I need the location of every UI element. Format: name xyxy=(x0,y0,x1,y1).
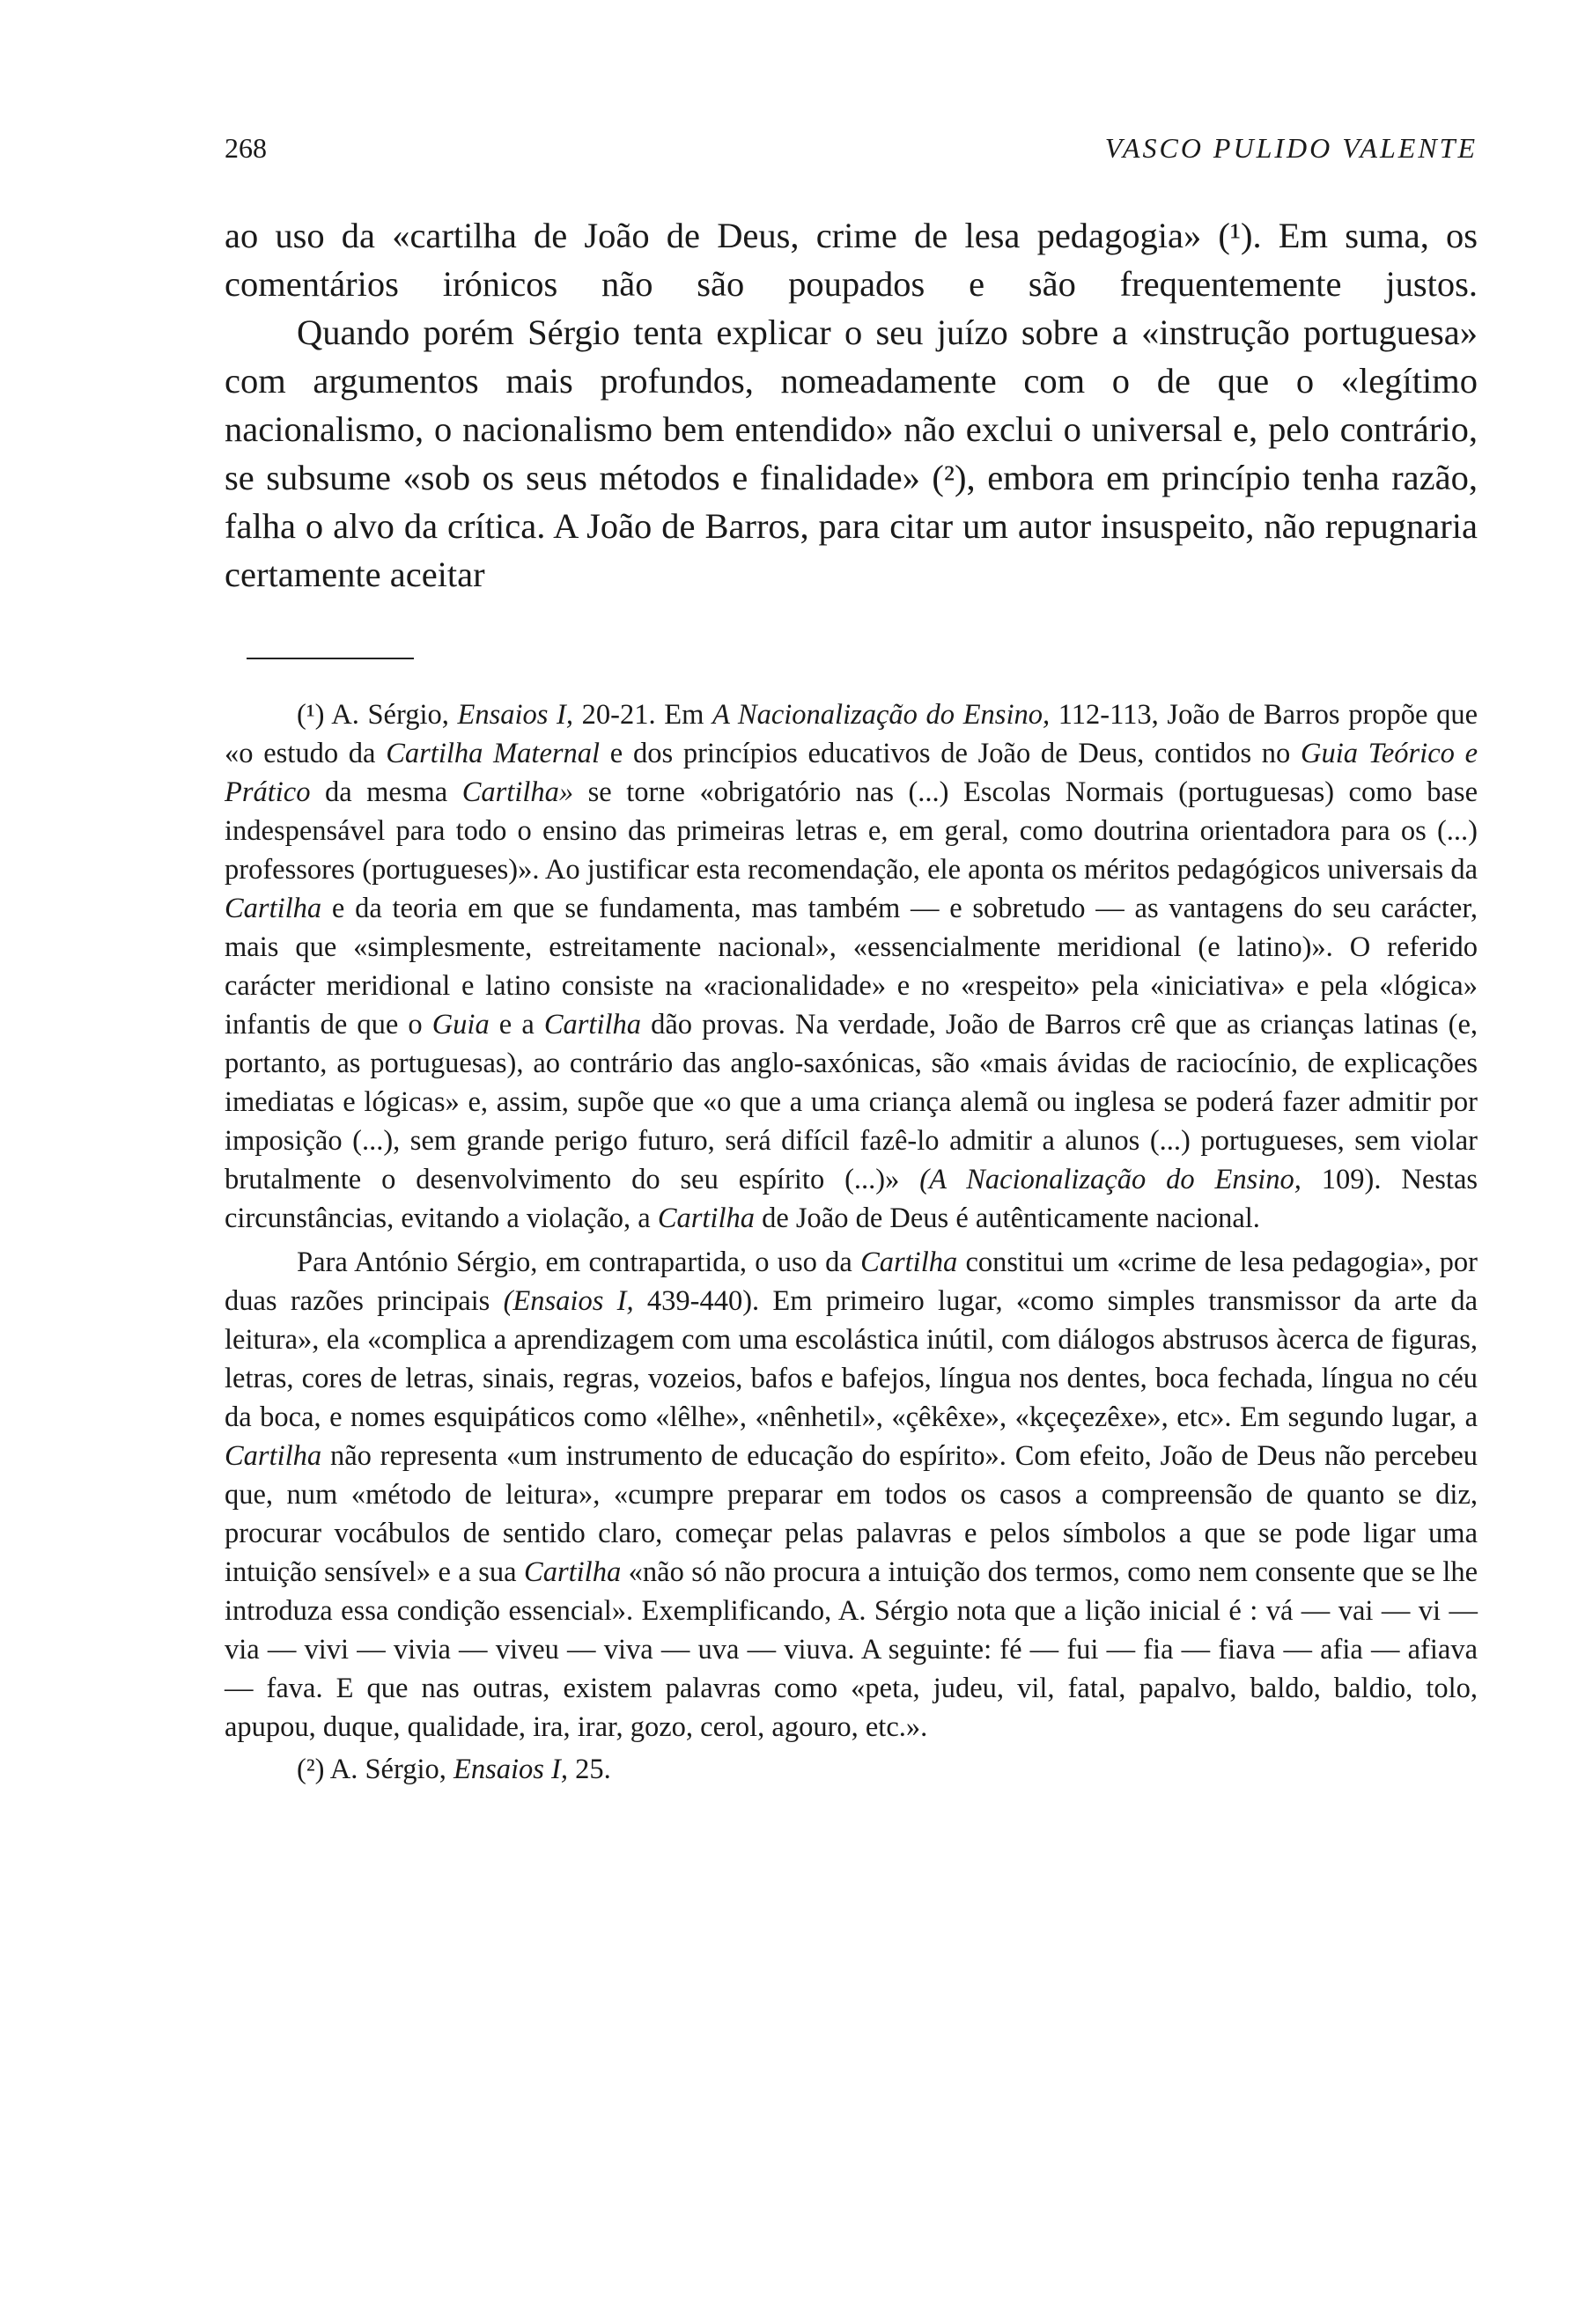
fn1-italic: Cartilha xyxy=(657,1202,755,1234)
fn2-italic: Ensaios I, xyxy=(453,1754,568,1785)
fn1b-italic: Cartilha xyxy=(524,1556,622,1588)
body-paragraph-2: Quando porém Sérgio tenta explicar o seu juízo sobre a «instrução portuguesa» com argumentos mais profundos, nomeadamente com o de que o «legítimo nacionalismo, o nacionalismo bem entendido» não exclui o universal e, pelo contrário, se subsume «sob os seus métodos e finalidade» (²), embora em princípio tenha razão, falha o alvo da crítica. A João de Barros, para citar um autor insuspeito, não repugnaria certamente aceitar xyxy=(225,313,1478,594)
footnote-1-marker: (¹) xyxy=(297,699,325,731)
fn1-text: se torne «obrigatório nas (...) Escolas Normais (portuguesas) como base indespensável para todo o ensino das primeiras letras e, em geral, como doutrina orientadora para os (...) professores (portugueses)». Ao justificar esta recomendação, ele aponta os méritos pedagógicos universais da xyxy=(225,776,1478,886)
fn1-text: e a xyxy=(498,1009,535,1041)
body-text xyxy=(225,211,1478,599)
footnote-separator xyxy=(247,658,414,659)
footnote-1 xyxy=(225,695,1478,1238)
fn1-italic: Cartilha xyxy=(225,893,322,924)
footnotes xyxy=(225,695,1478,1789)
fn1b-italic: Cartilha xyxy=(225,1440,322,1472)
fn1-italic: Cartilha» xyxy=(461,776,574,808)
fn1-text: e da teoria em que se fundamenta, mas também — e sobretudo — as vantagens do seu carácter, mais que «simplesmente, estreitamente nacional», «essencialmente meridional (e latino)». O referido carácter meridional e latino consiste na «racionalidade» e no «respeito» pela «iniciativa» e pela «lógica» infantis de que o xyxy=(225,893,1478,1041)
page-number: 268 xyxy=(225,132,267,164)
page-header xyxy=(225,132,1478,176)
fn1-text: A. Sérgio, xyxy=(331,699,449,731)
fn1-text: 109). Nestas circunstâncias, evitando a violação, a xyxy=(225,1164,1478,1234)
fn1-italic: Cartilha xyxy=(543,1009,642,1041)
fn1-italic: Ensaios I, xyxy=(457,699,574,731)
fn1-italic: Cartilha Maternal xyxy=(386,738,601,769)
footnote-2-marker: (²) xyxy=(297,1754,325,1785)
fn1-text: 112-113, João de Barros propõe que «o estudo da xyxy=(225,699,1478,769)
fn1-italic: (A Nacionalização do Ensino, xyxy=(919,1164,1301,1195)
fn1b-text: Para António Sérgio, em contrapartida, o uso da xyxy=(297,1247,852,1278)
footnote-2 xyxy=(225,1750,1478,1789)
fn2-text: A. Sérgio, xyxy=(329,1754,446,1785)
fn1-italic: Guia xyxy=(431,1009,490,1041)
running-head: VASCO PULIDO VALENTE xyxy=(1104,132,1478,164)
fn1b-italic: (Ensaios I, xyxy=(503,1285,634,1317)
fn1-italic: Guia Teórico e Prático xyxy=(225,738,1478,808)
fn1b-text: constitui um «crime de lesa pedagogia», por duas razões principais xyxy=(225,1247,1478,1317)
fn1b-text: «não só não procura a intuição dos termos, como nem consente que se lhe introduza essa condição essencial». Exemplificando, A. Sérgio nota que a lição inicial é : vá — vai — vi — via — vivi — vivia — viveu — viva — uva — viuva. A seguinte: fé — fui — fia — fiava — afia — afiava — fava. E que nas outras, existem palavras como «peta, judeu, vil, fatal, papalvo, baldo, baldio, tolo, apupou, duque, qualidade, ira, irar, gozo, cerol, agouro, etc.». xyxy=(225,1556,1478,1743)
fn1-text: 20-21. Em xyxy=(581,699,704,731)
fn1-italic: A Nacionalização do Ensino, xyxy=(712,699,1051,731)
fn1b-text: não representa «um instrumento de educação do espírito». Com efeito, João de Deus não percebeu que, num «método de leitura», «cumpre preparar em todos os casos a compreensão de quanto se diz, procurar vocábulos de sentido claro, começar pelas palavras e pelos símbolos a que se pode ligar uma intuição sensível» e a sua xyxy=(225,1440,1478,1588)
fn1-text: da mesma xyxy=(324,776,448,808)
fn1b-italic: Cartilha xyxy=(860,1247,958,1278)
fn1-text: dão provas. Na verdade, João de Barros crê que as crianças latinas (e, portanto, as portuguesas), ao contrário das anglo-saxónicas, são «mais ávidas de raciocínio, de explicações imediatas e lógicas» e, assim, supõe que «o que a uma criança alemã ou inglesa se poderá fazer admitir por imposição (...), sem grande perigo futuro, será difícil fazê-lo admitir a alunos (...) portugueses, sem violar brutalmente o desenvolvimento do seu espírito (...)» xyxy=(225,1009,1478,1195)
fn1b-text: 439-440). Em primeiro lugar, «como simples transmissor da arte da leitura», ela «complica a aprendizagem com uma escolástica inútil, com diálogos abstrusos àcerca de figuras, letras, cores de letras, sinais, regras, vozeios, bafos e bafejos, língua nos dentes, boca fechada, língua no céu da boca, e nomes esquipáticos como «lêlhe», «nênhetil», «çêkêxe», «kçeçezêxe», etc». Em segundo lugar, a xyxy=(225,1285,1478,1433)
fn1-text: e dos princípios educativos de João de Deus, contidos no xyxy=(609,738,1291,769)
body-paragraph-1: ao uso da «cartilha de João de Deus, crime de lesa pedagogia» (¹). Em suma, os comentários irónicos não são poupados e são frequentemente justos. xyxy=(225,216,1478,304)
fn1-text: de João de Deus é autênticamente nacional. xyxy=(762,1202,1260,1234)
footnote-1-continuation xyxy=(225,1243,1478,1747)
fn2-text: 25. xyxy=(575,1754,611,1785)
